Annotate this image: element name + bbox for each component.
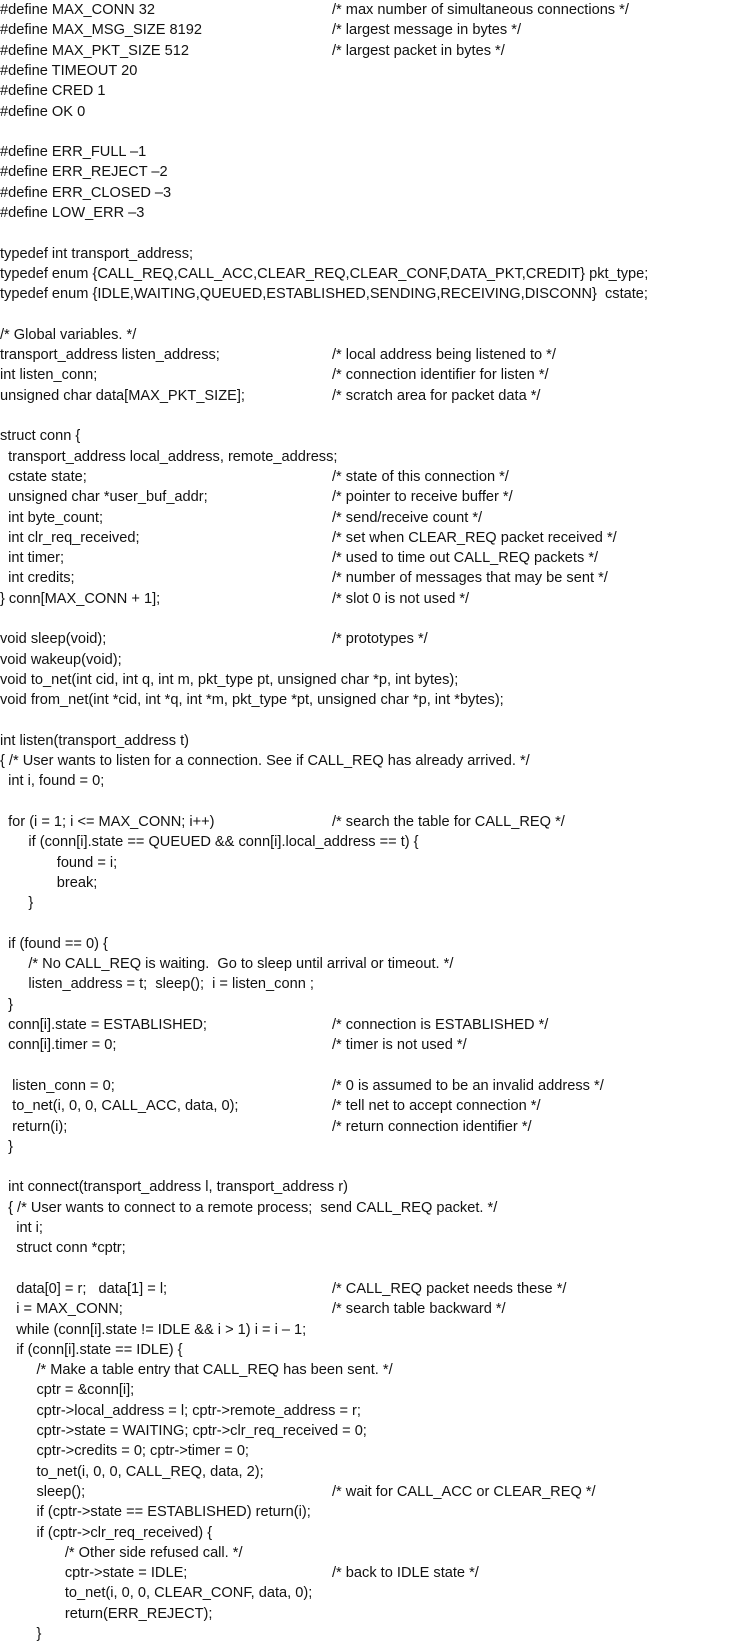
code-text: cptr = &conn[i]; <box>0 1382 135 1399</box>
code-text: #define MAX_CONN 32 <box>0 2 155 18</box>
code-line <box>0 1380 744 1401</box>
code-text: void from_net(int *cid, int *q, int *m, pkt_type *pt, unsigned char *p, int *bytes); <box>0 692 504 709</box>
code-text: /* Make a table entry that CALL_REQ has been sent. */ <box>0 1362 393 1379</box>
code-line <box>0 914 744 935</box>
code-comment: /* largest message in bytes */ <box>332 22 521 39</box>
code-line <box>0 995 744 1016</box>
code-text: #define ERR_CLOSED –3 <box>0 184 172 201</box>
code-text: struct conn { <box>0 428 81 445</box>
code-line <box>0 1482 744 1503</box>
code-text: { /* User wants to listen for a connection. See if CALL_REQ has already arrived. */ <box>0 753 530 770</box>
code-line <box>0 41 744 62</box>
code-comment: /* timer is not used */ <box>332 1037 467 1054</box>
code-text: return(i); <box>0 1118 68 1135</box>
code-line <box>0 345 744 366</box>
code-text: int clr_req_received; <box>0 529 140 546</box>
code-line <box>0 203 744 224</box>
code-text: /* Global variables. */ <box>0 326 137 343</box>
code-line <box>0 1299 744 1320</box>
code-line <box>0 1502 744 1523</box>
code-text: #define LOW_ERR –3 <box>0 205 145 221</box>
code-line <box>0 426 744 447</box>
code-line <box>0 589 744 610</box>
code-line <box>0 711 744 732</box>
code-line <box>0 528 744 549</box>
code-text: int byte_count; <box>0 509 104 526</box>
code-text: sleep(); <box>0 1483 86 1500</box>
code-text: if (found == 0) { <box>0 935 108 952</box>
code-line <box>0 1198 744 1219</box>
code-comment: /* largest packet in bytes */ <box>332 42 505 59</box>
code-text: unsigned char data[MAX_PKT_SIZE]; <box>0 387 245 404</box>
code-text: if (cptr->clr_req_received) { <box>0 1524 213 1541</box>
code-line <box>0 629 744 650</box>
code-text: #define ERR_FULL –1 <box>0 144 147 161</box>
code-line <box>0 771 744 792</box>
code-line <box>0 1421 744 1442</box>
code-text: data[0] = r; data[1] = l; <box>0 1280 168 1297</box>
code-comment: /* slot 0 is not used */ <box>332 590 470 607</box>
code-text: /* No CALL_REQ is waiting. Go to sleep until arrival or timeout. */ <box>0 956 454 973</box>
code-line <box>0 650 744 671</box>
code-line <box>0 1604 744 1625</box>
code-line <box>0 853 744 874</box>
code-text: listen_conn = 0; <box>0 1077 115 1094</box>
code-text: int timer; <box>0 550 65 567</box>
code-text: to_net(i, 0, 0, CALL_ACC, data, 0); <box>0 1098 239 1115</box>
code-line <box>0 386 744 407</box>
code-text: if (conn[i].state == IDLE) { <box>0 1341 183 1358</box>
code-text: #define MAX_MSG_SIZE 8192 <box>0 22 202 39</box>
code-text: break; <box>0 874 98 891</box>
code-line <box>0 1523 744 1544</box>
code-line <box>0 183 744 204</box>
code-line <box>0 731 744 752</box>
code-line <box>0 832 744 853</box>
code-line <box>0 934 744 955</box>
code-comment: /* search the table for CALL_REQ */ <box>332 814 565 830</box>
code-text: cptr->local_address = l; cptr->remote_address = r; <box>0 1402 361 1419</box>
code-line <box>0 0 744 21</box>
code-comment: /* return connection identifier */ <box>332 1118 532 1135</box>
code-line <box>0 1096 744 1117</box>
code-comment: /* local address being listened to */ <box>332 347 556 364</box>
code-text: /* Other side refused call. */ <box>0 1544 243 1561</box>
code-text: transport_address local_address, remote_address; <box>0 448 338 465</box>
code-line <box>0 792 744 813</box>
code-text: #define MAX_PKT_SIZE 512 <box>0 42 190 59</box>
code-line <box>0 1462 744 1483</box>
code-line <box>0 122 744 143</box>
code-line <box>0 102 744 123</box>
code-comment: /* 0 is assumed to be an invalid address */ <box>332 1077 604 1094</box>
code-text: transport_address listen_address; <box>0 347 220 364</box>
code-line <box>0 670 744 691</box>
code-comment: /* max number of simultaneous connections */ <box>332 2 629 18</box>
code-text: typedef enum {IDLE,WAITING,QUEUED,ESTABLISHED,SENDING,RECEIVING,DISCONN} cstate; <box>0 286 648 303</box>
code-line <box>0 264 744 285</box>
code-comment: /* CALL_REQ packet needs these */ <box>332 1280 567 1297</box>
code-line <box>0 508 744 529</box>
code-line <box>0 223 744 244</box>
code-line <box>0 365 744 386</box>
code-text: conn[i].state = ESTABLISHED; <box>0 1017 207 1033</box>
code-text: cptr->state = IDLE; <box>0 1565 188 1582</box>
code-text: conn[i].timer = 0; <box>0 1037 117 1054</box>
code-text: #define TIMEOUT 20 <box>0 62 138 79</box>
code-text: void to_net(int cid, int q, int m, pkt_type pt, unsigned char *p, int bytes); <box>0 671 459 688</box>
code-line <box>0 873 744 894</box>
code-text: } <box>0 1138 13 1155</box>
code-line <box>0 690 744 711</box>
code-text: typedef int transport_address; <box>0 245 194 262</box>
code-text: cstate state; <box>0 468 87 485</box>
code-text: int credits; <box>0 570 75 587</box>
code-comment: /* send/receive count */ <box>332 509 483 526</box>
code-comment: /* connection identifier for listen */ <box>332 367 549 384</box>
code-line <box>0 1563 744 1584</box>
code-line <box>0 1177 744 1198</box>
code-comment: /* pointer to receive buffer */ <box>332 489 513 506</box>
code-line <box>0 1543 744 1564</box>
code-line <box>0 162 744 183</box>
code-text: #define ERR_REJECT –2 <box>0 164 168 181</box>
code-line <box>0 406 744 427</box>
code-line <box>0 1076 744 1097</box>
code-line <box>0 142 744 163</box>
code-comment: /* back to IDLE state */ <box>332 1565 479 1582</box>
code-text: i = MAX_CONN; <box>0 1301 123 1318</box>
code-text: cptr->credits = 0; cptr->timer = 0; <box>0 1443 249 1460</box>
code-line <box>0 751 744 772</box>
code-text: return(ERR_REJECT); <box>0 1605 213 1622</box>
code-line <box>0 1117 744 1138</box>
code-line <box>0 305 744 326</box>
code-line <box>0 1056 744 1077</box>
code-text: } <box>0 996 13 1013</box>
code-text: } <box>0 895 34 912</box>
code-text: int listen(transport_address t) <box>0 732 189 749</box>
code-line <box>0 1259 744 1280</box>
code-line <box>0 1279 744 1300</box>
code-line <box>0 1218 744 1239</box>
code-comment: /* scratch area for packet data */ <box>332 387 541 404</box>
code-text: cptr->state = WAITING; cptr->clr_req_received = 0; <box>0 1423 367 1439</box>
code-text: #define CRED 1 <box>0 83 106 100</box>
code-line <box>0 1157 744 1178</box>
code-line <box>0 1624 744 1645</box>
code-line <box>0 81 744 102</box>
code-line <box>0 1360 744 1381</box>
code-text: } conn[MAX_CONN + 1]; <box>0 590 161 607</box>
code-text: int listen_conn; <box>0 367 98 384</box>
code-line <box>0 1441 744 1462</box>
code-line <box>0 1137 744 1158</box>
code-text: if (conn[i].state == QUEUED && conn[i].local_address == t) { <box>0 834 419 851</box>
code-text: void wakeup(void); <box>0 651 122 668</box>
code-line <box>0 1238 744 1259</box>
code-line <box>0 244 744 265</box>
code-text: int connect(transport_address l, transport_address r) <box>0 1179 348 1196</box>
code-text: unsigned char *user_buf_addr; <box>0 489 208 506</box>
code-text: #define OK 0 <box>0 103 86 120</box>
code-line <box>0 325 744 346</box>
code-comment: /* used to time out CALL_REQ packets */ <box>332 550 599 567</box>
code-line <box>0 284 744 305</box>
code-text: int i; <box>0 1220 43 1236</box>
code-line <box>0 1340 744 1361</box>
code-line <box>0 1583 744 1604</box>
code-text: found = i; <box>0 854 118 871</box>
code-line <box>0 974 744 995</box>
code-line <box>0 548 744 569</box>
code-line <box>0 1035 744 1056</box>
code-line <box>0 467 744 488</box>
code-text: if (cptr->state == ESTABLISHED) return(i); <box>0 1504 311 1521</box>
code-text: { /* User wants to connect to a remote process; send CALL_REQ packet. */ <box>0 1199 498 1216</box>
code-line <box>0 568 744 589</box>
code-comment: /* number of messages that may be sent */ <box>332 570 608 587</box>
code-line <box>0 20 744 41</box>
code-line <box>0 609 744 630</box>
code-comment: /* connection is ESTABLISHED */ <box>332 1017 549 1033</box>
code-comment: /* set when CLEAR_REQ packet received */ <box>332 529 617 546</box>
code-comment: /* prototypes */ <box>332 631 428 648</box>
code-comment: /* tell net to accept connection */ <box>332 1098 541 1115</box>
code-text: listen_address = t; sleep(); i = listen_conn ; <box>0 976 314 993</box>
code-text: while (conn[i].state != IDLE && i > 1) i = i – 1; <box>0 1321 307 1338</box>
code-line <box>0 447 744 468</box>
code-text: void sleep(void); <box>0 631 107 648</box>
code-text: for (i = 1; i <= MAX_CONN; i++) <box>0 814 215 830</box>
code-line <box>0 893 744 914</box>
code-line <box>0 487 744 508</box>
code-text: struct conn *cptr; <box>0 1240 126 1257</box>
code-line <box>0 954 744 975</box>
code-comment: /* state of this connection */ <box>332 468 509 485</box>
code-text: int i, found = 0; <box>0 773 105 790</box>
code-line <box>0 1015 744 1036</box>
code-line <box>0 812 744 833</box>
code-line <box>0 61 744 82</box>
code-line <box>0 1401 744 1422</box>
code-line <box>0 1320 744 1341</box>
code-text: to_net(i, 0, 0, CLEAR_CONF, data, 0); <box>0 1585 313 1602</box>
code-text: typedef enum {CALL_REQ,CALL_ACC,CLEAR_REQ,CLEAR_CONF,DATA_PKT,CREDIT} pkt_type; <box>0 265 649 282</box>
code-comment: /* wait for CALL_ACC or CLEAR_REQ */ <box>332 1483 596 1500</box>
code-text: } <box>0 1626 42 1642</box>
code-comment: /* search table backward */ <box>332 1301 506 1318</box>
code-text: to_net(i, 0, 0, CALL_REQ, data, 2); <box>0 1463 264 1480</box>
